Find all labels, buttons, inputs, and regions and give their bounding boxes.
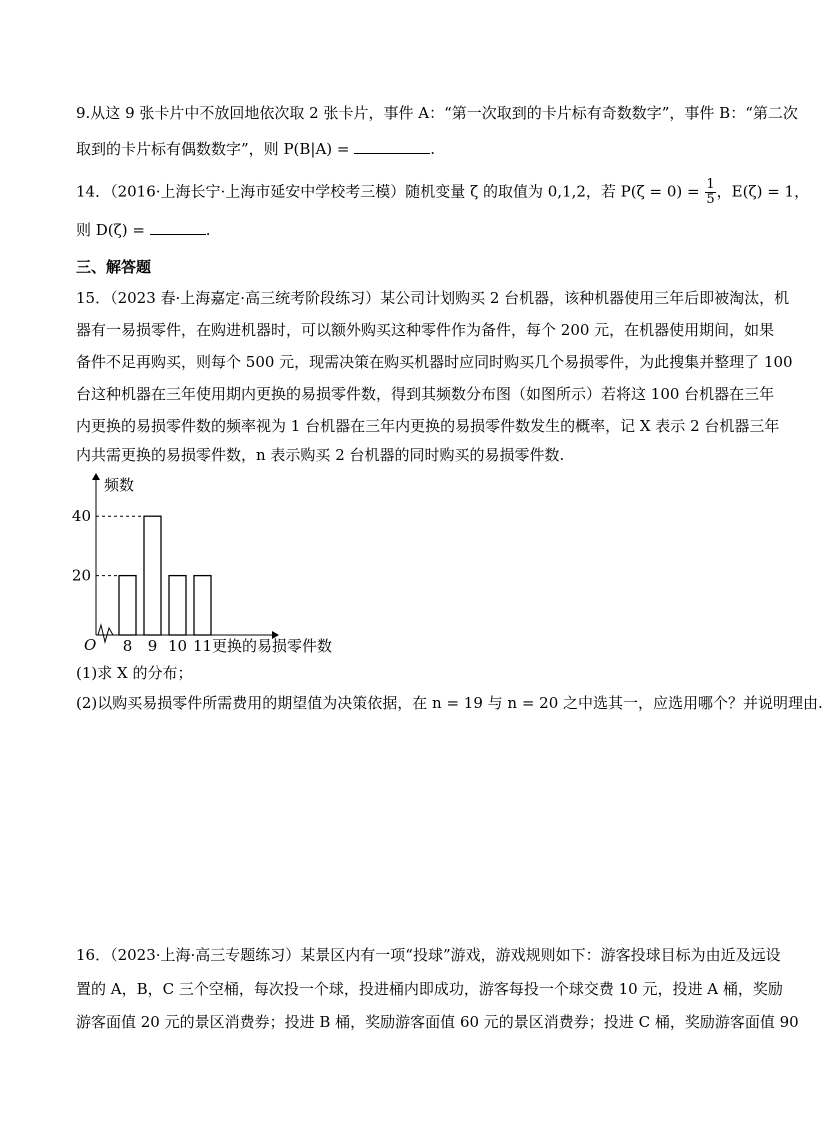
section-heading: 三、解答题 <box>76 258 152 276</box>
q9-line-2 <box>76 139 435 159</box>
q16-line-3: 游客面值 20 元的景区消费券；投进 B 桶，奖励游客面值 60 元的景区消费券；投进 C 桶，奖励游客面值 90 <box>76 1013 799 1031</box>
q15-line-1: 15．（2023 春·上海嘉定·高三统考阶段练习）某公司计划购买 2 台机器，该种机器使用三年后即被淘汰，机 <box>76 289 790 307</box>
bar-8 <box>119 576 136 635</box>
q14-fraction-numerator: 1 <box>706 177 715 192</box>
frequency-chart <box>66 468 346 658</box>
q14-fraction <box>705 178 715 207</box>
q15-line-3: 备件不足再购买，则每个 500 元，现需决策在购买机器时应同时购买几个易损零件，为此搜集并整理了 100 <box>76 353 793 371</box>
q14-answer-blank <box>150 220 206 235</box>
q14-line-1-tail: ，E(ζ) = 1， <box>716 182 810 201</box>
axis-break <box>98 625 113 642</box>
x-axis-label: 更换的易损零件数 <box>212 637 333 655</box>
origin-label: O <box>84 636 97 654</box>
y-tick-label-20: 20 <box>71 566 91 585</box>
bar-9 <box>144 516 161 635</box>
x-tick-label-8: 8 <box>122 637 133 655</box>
x-tick-label-9: 9 <box>147 637 158 655</box>
q16-line-1: 16．（2023·上海·高三专题练习）某景区内有一项“投球”游戏，游戏规则如下：游客投球目标为由近及远设 <box>76 946 781 964</box>
x-tick-label-10: 10 <box>167 637 188 655</box>
y-axis-label: 频数 <box>104 476 135 494</box>
q14-end: . <box>205 221 211 239</box>
q14-line-1-text: 14．（2016·上海长宁·上海市延安中学校考三模）随机变量 ζ 的取值为 0,1,2，若 P(ζ = 0) = <box>76 182 705 201</box>
q14-line-2 <box>76 220 211 240</box>
q15-line-2: 器有一易损零件，在购进机器时，可以额外购买这种零件作为备件，每个 200 元，在机器使用期间，如果 <box>76 321 775 339</box>
q9-line-1: 9.从这 9 张卡片中不放回地依次取 2 张卡片，事件 A：“第一次取到的卡片标有奇数数字”，事件 B：“第二次 <box>76 104 798 122</box>
q14-line-2-text: 则 D(ζ) = <box>76 221 150 239</box>
x-tick-label-11: 11 <box>192 637 213 655</box>
y-tick-label-40: 40 <box>71 507 91 526</box>
q15-line-5: 内更换的易损零件数的频率视为 1 台机器在三年内更换的易损零件数发生的概率，记 X 表示 2 台机器三年 <box>76 417 780 435</box>
q14-fraction-denominator: 5 <box>706 192 715 207</box>
bar-10 <box>169 576 186 635</box>
q9-end: . <box>430 140 436 158</box>
q9-line-2-text: 取到的卡片标有偶数数字”，则 P(B|A) = <box>76 140 355 158</box>
bar-11 <box>194 576 211 635</box>
q15-sub-1: (1)求 X 的分布； <box>76 664 193 682</box>
q15-sub-2: (2)以购买易损零件所需费用的期望值为决策依据，在 n = 19 与 n = 20 之中选其一，应选用哪个？并说明理由. <box>76 694 823 712</box>
q15-line-6: 内共需更换的易损零件数，n 表示购买 2 台机器的同时购买的易损零件数. <box>76 446 565 464</box>
q9-answer-blank <box>354 139 430 154</box>
q15-line-4: 台这种机器在三年使用期内更换的易损零件数，得到其频数分布图（如图所示）若将这 100 台机器在三年 <box>76 385 775 403</box>
q14-line-1 <box>76 178 809 207</box>
q16-line-2: 置的 A，B，C 三个空桶，每次投一个球，投进桶内即成功，游客每投一个球交费 10 元，投进 A 桶，奖励 <box>76 980 783 998</box>
